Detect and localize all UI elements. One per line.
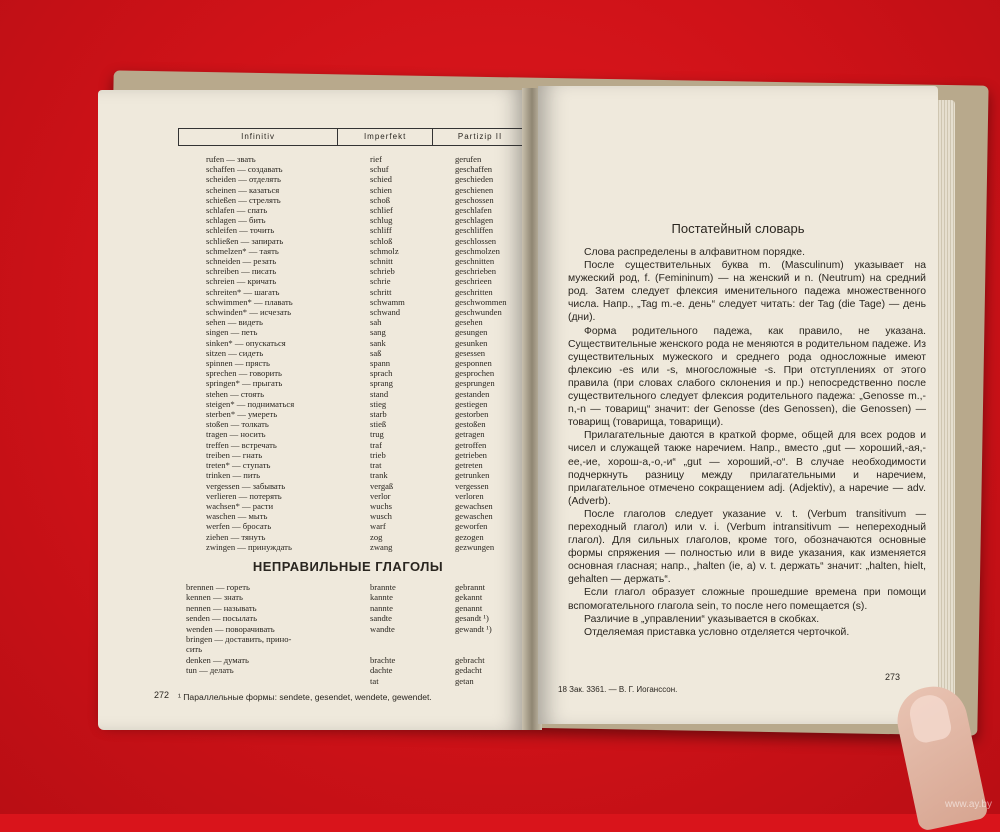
verb-participle: gesessen: [455, 347, 486, 358]
verb-imperfect: brannte: [370, 581, 396, 592]
verb-infinitive: waschen — мыть: [206, 511, 268, 522]
table-row: [178, 491, 526, 501]
verb-imperfect: rief: [370, 154, 382, 164]
table-row: [178, 470, 526, 480]
table-row: [178, 481, 526, 491]
verb-imperfect: [338, 634, 433, 644]
verb-infinitive: sprechen — говорить: [206, 368, 282, 379]
table-row: [178, 582, 526, 592]
strong-verb-rows: [178, 154, 526, 552]
verb-imperfect: sandte: [370, 613, 392, 624]
verb-infinitive: ziehen — тянуть: [206, 531, 266, 542]
right-page: [538, 86, 938, 724]
verb-participle: gestorben: [455, 409, 489, 420]
verb-imperfect: warf: [370, 521, 386, 532]
verb-infinitive: schwimmen* — плавать: [206, 296, 293, 307]
header-infinitiv: Infinitiv: [241, 132, 276, 141]
paragraph: После существительных буква m. (Masculinum) указывает на мужеский род, f. (Femininum) — на женский и n. (Neutrum) на средний род. Затем следует флексия именительного падежа множественного числа. Напр., „Tag m.-e. день“ следует читать: der Tag (die Tage) — день (дни).: [568, 260, 926, 324]
verb-infinitive: wachsen* — расти: [206, 500, 274, 511]
table-row: [178, 266, 526, 276]
verb-imperfect: stieg: [370, 398, 387, 409]
table-row: [178, 440, 526, 450]
verb-infinitive: rufen — звать: [206, 154, 256, 164]
verb-infinitive: senden — посылать: [186, 613, 258, 624]
verb-infinitive: zwingen — принуждать: [206, 541, 292, 552]
verb-imperfect: sank: [370, 337, 386, 348]
verb-infinitive: treiben — гнать: [206, 449, 263, 460]
verb-infinitive: spinnen — прясть: [206, 358, 270, 369]
paragraph: Если глагол образует сложные прошедшие времена при помощи вспомогательного глагола sein, то после него помещается (s).: [568, 587, 926, 612]
verb-participle: gezogen: [455, 531, 484, 542]
verb-infinitive: tun — делать: [186, 665, 234, 676]
verb-imperfect: schrieb: [370, 266, 395, 277]
verb-participle: geschliffen: [455, 225, 494, 236]
table-row: [178, 246, 526, 256]
open-book: [78, 78, 978, 738]
verb-infinitive: denken — думать: [186, 654, 249, 665]
verb-infinitive: schreiten* — шагать: [206, 286, 280, 297]
verb-imperfect: wandte: [370, 623, 395, 634]
verb-participle: gestiegen: [455, 398, 488, 409]
table-row: [178, 429, 526, 439]
table-row: [178, 195, 526, 205]
verb-participle: gestanden: [455, 388, 490, 399]
verb-imperfect: wusch: [370, 511, 392, 522]
verb-participle: geschossen: [455, 194, 494, 205]
table-row: [178, 409, 526, 419]
verb-imperfect: brachte: [370, 654, 396, 665]
verb-imperfect: spann: [370, 358, 391, 369]
table-row: [178, 225, 526, 235]
watermark: www.ay.by: [944, 799, 992, 810]
verb-imperfect: schuf: [370, 164, 389, 175]
verb-participle: gedacht: [455, 665, 482, 676]
table-row: [178, 521, 526, 531]
table-row: [178, 368, 526, 378]
verb-imperfect: sprach: [370, 368, 393, 379]
verb-participle: getragen: [455, 429, 485, 440]
verb-participle: getan: [455, 675, 474, 686]
paragraph: Слова распределены в алфавитном порядке.: [584, 247, 805, 258]
verb-imperfect: zog: [370, 531, 383, 542]
verb-imperfect: schoß: [370, 194, 391, 205]
paragraph: Отделяемая приставка условно отделяется черточкой.: [584, 626, 850, 638]
verb-participle: geschwunden: [455, 307, 502, 318]
verb-participle: gesehen: [455, 317, 483, 328]
verb-imperfect: sang: [370, 327, 386, 338]
verb-participle: gewachsen: [455, 500, 493, 511]
verb-imperfect: [338, 644, 433, 654]
verb-participle: geschlossen: [455, 235, 497, 246]
verb-infinitive: schmelzen* — таять: [206, 245, 279, 256]
paragraph: Форма родительного падежа, как правило, не указана. Существительные женского рода не меняются в родительном падеже. Из существительных мужеского и среднего рода односложные имеют флексию -es или -s, многосложные -s. При отступлениях от этого правила (при словах слабого склонения и пр.) непосредственно после существительного следует флексия родительного падежа: „Genosse m.,-n,-n — товарищ“ значит: der Genosse (des Genossen), die Genossen) — товарищ (товарища, товарищи).: [568, 325, 926, 429]
verb-participle: verloren: [455, 490, 484, 501]
verb-infinitive: сить: [186, 644, 203, 655]
verb-infinitive: schießen — стрелять: [206, 194, 281, 205]
verb-infinitive: stehen — стоять: [206, 388, 265, 399]
table-row: [178, 215, 526, 225]
table-row: [178, 205, 526, 215]
table-row: [178, 307, 526, 317]
verb-imperfect: sah: [370, 317, 382, 328]
verb-imperfect: traf: [370, 439, 382, 450]
verb-imperfect: schrie: [370, 276, 391, 287]
table-row: [178, 603, 526, 613]
verb-participle: [433, 634, 526, 644]
verb-infinitive: kennen — знать: [186, 592, 243, 603]
verb-infinitive: [178, 676, 338, 686]
verb-participle: gestoßen: [455, 419, 486, 430]
verb-infinitive: sehen — видеть: [206, 317, 263, 328]
irregular-verb-rows: [178, 582, 526, 686]
print-signature: 18 Зак. 3361. — В. Г. Иоганссон.: [558, 685, 678, 694]
table-row: [178, 634, 526, 644]
verb-participle: gesprungen: [455, 378, 495, 389]
verb-participle: geschmolzen: [455, 245, 500, 256]
verb-infinitive: wenden — поворачивать: [186, 623, 275, 634]
table-row: [178, 236, 526, 246]
irregular-verbs-title: НЕПРАВИЛЬНЫЕ ГЛАГОЛЫ: [252, 558, 444, 574]
verb-participle: gekannt: [455, 592, 483, 603]
verb-infinitive: schreien — кричать: [206, 276, 277, 287]
verb-participle: genannt: [455, 602, 483, 613]
verb-imperfect: zwang: [370, 541, 393, 552]
verb-participle: gesungen: [455, 327, 488, 338]
verb-infinitive: nennen — называть: [186, 602, 257, 613]
header-partizip: Partizip II: [432, 129, 526, 145]
verb-imperfect: schien: [370, 184, 392, 195]
verb-infinitive: tragen — носить: [206, 429, 266, 440]
verb-imperfect: stand: [370, 388, 389, 399]
table-row: [178, 542, 526, 552]
table-row: [178, 655, 526, 665]
dictionary-intro-text: [568, 246, 926, 639]
verb-infinitive: sinken* — опускаться: [206, 337, 286, 348]
table-row: [178, 174, 526, 184]
verb-imperfect: starb: [370, 409, 387, 420]
paragraph: После глаголов следует указание v. t. (Verbum transitivum — переходный глагол) или v. i. (Verbum intransitivum — непереходный глагол). Для сильных глаголов, кроме того, обозначаются основные формы спряжения — полностью или в виде указания, как изменяется основная гласная; напр., „halten (ie, a) v. t. держать“ значит: „halten, hielt, gehalten — держать“.: [568, 508, 926, 586]
table-row: [178, 613, 526, 623]
verb-participle: gesponnen: [455, 358, 492, 369]
verb-participle: geschieden: [455, 174, 494, 185]
verb-participle: getrieben: [455, 449, 487, 460]
verb-participle: geschlafen: [455, 205, 492, 216]
verb-imperfect: trieb: [370, 449, 386, 460]
verb-imperfect: saß: [370, 347, 382, 358]
verb-participle: getreten: [455, 460, 483, 471]
table-row: [178, 164, 526, 174]
verb-imperfect: nannte: [370, 602, 393, 613]
table-row: [178, 665, 526, 675]
verb-imperfect: schlug: [370, 215, 393, 226]
table-row: [178, 348, 526, 358]
verb-imperfect: tat: [370, 675, 379, 686]
verb-participle: gebracht: [455, 654, 485, 665]
verb-infinitive: scheinen — казаться: [206, 184, 280, 195]
verb-participle: geschrieben: [455, 266, 497, 277]
verb-participle: [433, 644, 526, 654]
table-row: [178, 511, 526, 521]
table-header: [178, 128, 526, 146]
verb-infinitive: verlieren — потерять: [206, 490, 282, 501]
verb-imperfect: stieß: [370, 419, 387, 430]
table-row: [178, 644, 526, 654]
verb-imperfect: vergaß: [370, 480, 394, 491]
verb-infinitive: schleifen — точить: [206, 225, 275, 236]
verb-infinitive: bringen — доставить, прино-: [186, 633, 292, 644]
verb-participle: geschaffen: [455, 164, 493, 175]
verb-participle: geschrieen: [455, 276, 492, 287]
table-row: [178, 185, 526, 195]
verb-infinitive: schreiben — писать: [206, 266, 277, 277]
table-row: [178, 399, 526, 409]
table-row: [178, 287, 526, 297]
dictionary-title: Постатейный словарь: [671, 221, 805, 236]
table-row: [178, 154, 526, 164]
verb-infinitive: vergessen — забывать: [206, 480, 286, 491]
table-row: [178, 389, 526, 399]
verb-infinitive: schwinden* — исчезать: [206, 307, 292, 318]
verb-imperfect: trank: [370, 470, 388, 481]
verb-participle: geschienen: [455, 184, 494, 195]
verb-imperfect: schwamm: [370, 296, 405, 307]
verb-imperfect: trug: [370, 429, 384, 440]
verb-imperfect: schmolz: [370, 245, 399, 256]
verb-table: [178, 128, 526, 702]
table-row: [178, 327, 526, 337]
verb-participle: gebrannt: [455, 581, 486, 592]
verb-participle: geschritten: [455, 286, 493, 297]
verb-infinitive: stoßen — толкать: [206, 419, 269, 430]
table-row: [178, 358, 526, 368]
table-row: [178, 450, 526, 460]
verb-infinitive: sitzen — сидеть: [206, 347, 264, 358]
left-page-number: 272: [154, 690, 170, 700]
verb-participle: geschwommen: [455, 296, 507, 307]
verb-infinitive: werfen — бросать: [206, 521, 272, 532]
table-row: [178, 592, 526, 602]
table-row: [178, 624, 526, 634]
verb-imperfect: schlief: [370, 205, 393, 216]
verb-imperfect: schritt: [370, 286, 392, 297]
verb-participle: geschnitten: [455, 256, 495, 267]
verb-imperfect: schliff: [370, 225, 392, 236]
verb-infinitive: sterben* — умереть: [206, 409, 278, 420]
verb-imperfect: schwand: [370, 307, 401, 318]
table-row: [178, 532, 526, 542]
verb-infinitive: springen* — прыгать: [206, 378, 283, 389]
verb-infinitive: schneiden — резать: [206, 256, 277, 267]
right-page-number: 273: [884, 672, 900, 682]
table-row: [178, 460, 526, 470]
verb-imperfect: verlor: [370, 490, 391, 501]
table-row: [178, 419, 526, 429]
verb-infinitive: schlafen — спать: [206, 205, 268, 216]
table-row: [178, 276, 526, 286]
fingernail: [907, 692, 954, 745]
verb-participle: getrunken: [455, 470, 490, 481]
verb-participle: gesandt ¹): [455, 613, 489, 624]
verb-infinitive: treten* — ступать: [206, 460, 271, 471]
verb-infinitive: steigen* — подниматься: [206, 398, 295, 409]
verb-infinitive: singen — петь: [206, 327, 258, 338]
verb-imperfect: kannte: [370, 592, 393, 603]
verb-participle: gesunken: [455, 337, 488, 348]
verb-imperfect: schnitt: [370, 256, 393, 267]
verb-imperfect: wuchs: [370, 500, 392, 511]
verb-participle: gerufen: [455, 154, 482, 164]
table-row: [178, 317, 526, 327]
verb-participle: geworfen: [455, 521, 488, 532]
verb-infinitive: treffen — встречать: [206, 439, 277, 450]
verb-participle: gewaschen: [455, 511, 493, 522]
verb-imperfect: sprang: [370, 378, 393, 389]
verb-imperfect: dachte: [370, 665, 393, 676]
header-imperfekt: Imperfekt: [337, 129, 432, 145]
footnote: ¹ Параллельные формы: sendete, gesendet, wendete, gewendet.: [178, 691, 432, 702]
verb-participle: gewandt ¹): [455, 623, 492, 634]
verb-infinitive: brennen — гореть: [186, 581, 250, 592]
paragraph: Различие в „управлении“ указывается в скобках.: [584, 613, 820, 625]
verb-infinitive: schaffen — создавать: [206, 164, 283, 175]
verb-participle: gezwungen: [455, 541, 495, 552]
verb-infinitive: schlagen — бить: [206, 215, 266, 226]
table-row: [178, 256, 526, 266]
verb-imperfect: schied: [370, 174, 392, 185]
verb-imperfect: schloß: [370, 235, 393, 246]
table-row: [178, 297, 526, 307]
verb-participle: gesprochen: [455, 368, 495, 379]
table-row: [178, 676, 526, 686]
verb-infinitive: schließen — запирать: [206, 235, 284, 246]
table-row: [178, 338, 526, 348]
paragraph: Прилагательные даются в краткой форме, общей для всех родов и чисел и служащей также наречием. Напр., вместо „gut — хороший,-ая,-ее,-ие, хорош-а,-о,-и“ „gut — хороший,-о“. В случае необходимости подчеркнуть разницу между прилагательными и наречием, прилагательное отмечено сокращением adj. (Adjektiv), а наречие — adv. (Adverb).: [568, 430, 926, 507]
verb-infinitive: scheiden — отделять: [206, 174, 281, 185]
verb-participle: geschlagen: [455, 215, 494, 226]
table-row: [178, 501, 526, 511]
left-page: [98, 90, 526, 730]
verb-participle: vergessen: [455, 480, 489, 491]
verb-infinitive: trinken — пить: [206, 470, 261, 481]
verb-participle: getroffen: [455, 439, 487, 450]
verb-imperfect: trat: [370, 460, 382, 471]
table-row: [178, 378, 526, 388]
